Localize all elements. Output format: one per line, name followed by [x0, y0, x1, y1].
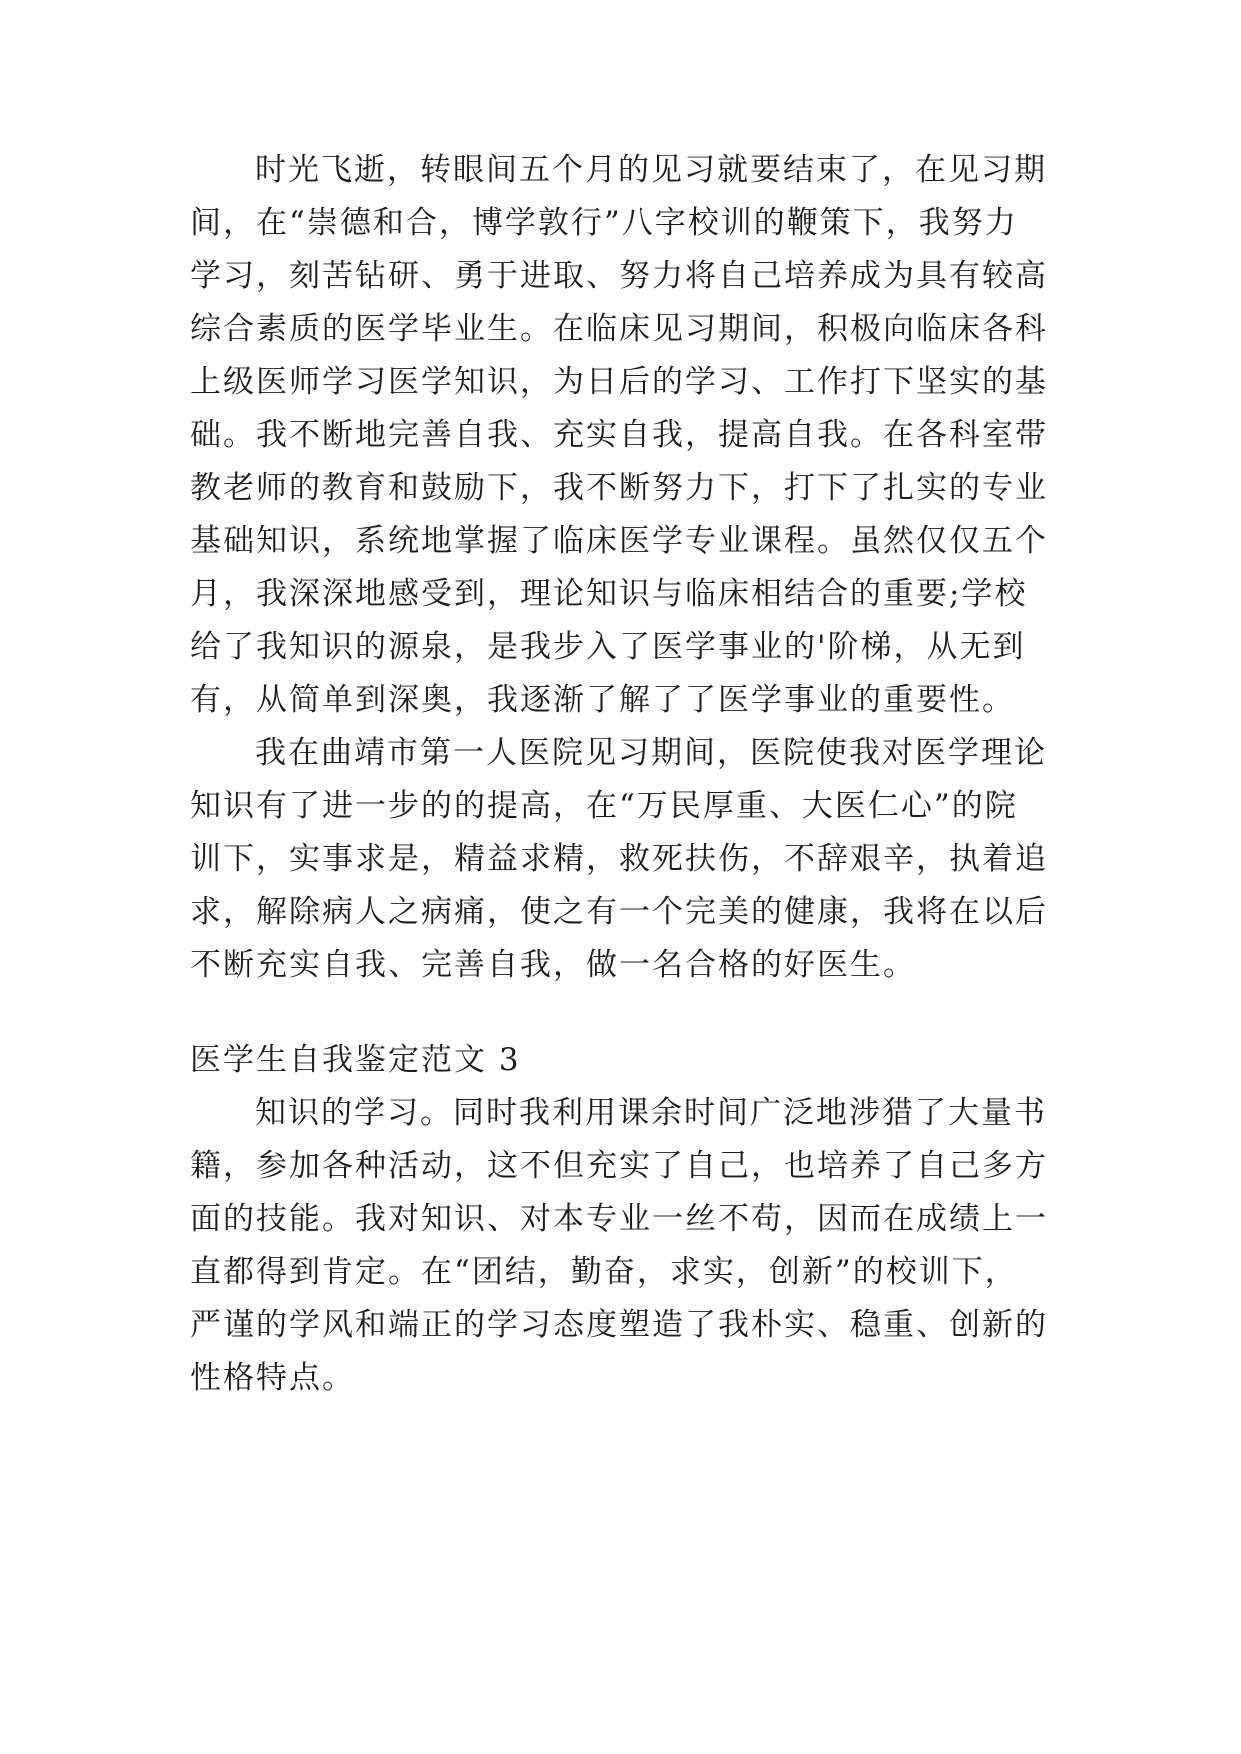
text-line: 有，从简单到深奥，我逐渐了解了了医学事业的重要性。: [190, 682, 1015, 718]
text-line: 我在曲靖市第一人医院见习期间，医院使我对医学理论: [255, 735, 1047, 771]
text-line: 性格特点。: [190, 1360, 355, 1396]
text-line: 基础知识，系统地掌握了临床医学专业课程。虽然仅仅五个: [190, 523, 1048, 559]
section-heading: 医学生自我鉴定范文 3: [190, 1042, 521, 1078]
text-line: 学习，刻苦钻研、勇于进取、努力将自己培养成为具有较高: [190, 258, 1048, 294]
text-line: 础。我不断地完善自我、充实自我，提高自我。在各科室带: [190, 417, 1048, 453]
text-line: 月，我深深地感受到，理论知识与临床相结合的重要;学校: [190, 576, 1028, 612]
text-line: 综合素质的医学毕业生。在临床见习期间，积极向临床各科: [190, 311, 1048, 347]
text-line: 训下，实事求是，精益求精，救死扶伤，不辞艰辛，执着追: [190, 841, 1048, 877]
text-line: 求，解除病人之病痛，使之有一个完美的健康，我将在以后: [190, 894, 1048, 930]
text-line: 教老师的教育和鼓励下，我不断努力下，打下了扎实的专业: [190, 470, 1048, 506]
text-line: 上级医师学习医学知识，为日后的学习、工作打下坚实的基: [190, 364, 1048, 400]
text-line: 严谨的学风和端正的学习态度塑造了我朴实、稳重、创新的: [190, 1307, 1048, 1343]
text-line: 直都得到肯定。在“团结，勤奋，求实，创新”的校训下，: [190, 1254, 1018, 1290]
text-line: 间，在“崇德和合，博学敦行”八字校训的鞭策下，我努力: [190, 205, 1018, 241]
text-line: 籍，参加各种活动，这不但充实了自己，也培养了自己多方: [190, 1148, 1048, 1184]
text-line: 面的技能。我对知识、对本专业一丝不苟，因而在成绩上一: [190, 1201, 1048, 1237]
text-line: 知识有了进一步的的提高，在“万民厚重、大医仁心”的院: [190, 788, 1018, 824]
text-line: 不断充实自我、完善自我，做一名合格的好医生。: [190, 947, 916, 983]
text-line: 知识的学习。同时我利用课余时间广泛地涉猎了大量书: [255, 1095, 1047, 1131]
text-line: 给了我知识的源泉，是我步入了医学事业的'阶梯，从无到: [190, 629, 1026, 665]
text-line: 时光飞逝，转眼间五个月的见习就要结束了，在见习期: [255, 152, 1047, 188]
